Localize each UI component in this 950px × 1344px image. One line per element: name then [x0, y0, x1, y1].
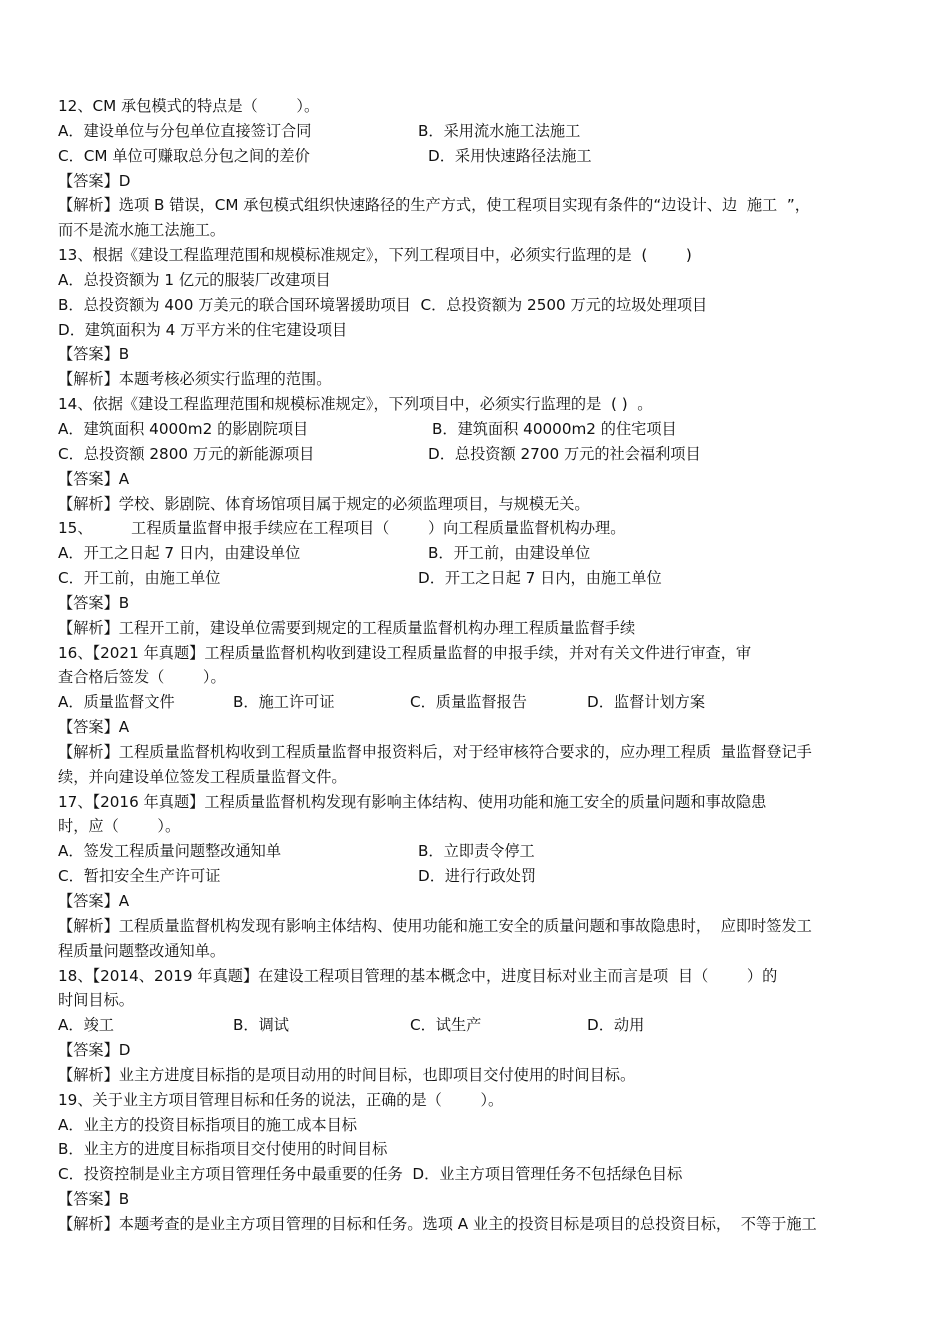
text-line: [0, 765, 950, 790]
line-text: 【解析】学校、影剧院、体育场馆项目属于规定的必须监理项目，与规模无关。: [58, 494, 590, 513]
text-line: [0, 516, 950, 541]
line-text: 12、CM 承包模式的特点是（ ）。: [58, 97, 320, 115]
line-text: 时，应（ ）。: [58, 817, 181, 836]
line-text: D．建筑面积为 4 万平方米的住宅建设项目: [58, 320, 348, 339]
line-text: 而不是流水施工法施工。: [58, 221, 226, 240]
option-text: C．开工前，由施工单位: [58, 569, 221, 588]
line-text: 19、关于业主方项目管理目标和任务的说法，正确的是（ ）。: [58, 1090, 504, 1109]
text-line: [0, 467, 950, 492]
option-text: A．开工之日起 7 日内，由建设单位: [58, 544, 301, 563]
text-line: [0, 839, 950, 864]
text-line: [0, 566, 950, 591]
line-text: 13、根据《建设工程监理范围和规模标准规定》，下列工程项目中，必须实行监理的是 ( ): [58, 246, 692, 265]
option-text: C．CM 单位可赚取总分包之间的差价: [58, 146, 310, 165]
line-text: 【答案】B: [58, 593, 130, 612]
text-line: [0, 1063, 950, 1088]
line-text: 查合格后签发（ ）。: [58, 668, 226, 687]
line-text: 【答案】D: [58, 171, 131, 190]
line-text: 【解析】本题考查的是业主方项目管理的目标和任务。选项 A 业主的投资目标是项目的总投资目标， 不等于施工: [58, 1214, 817, 1233]
option-text: B．施工许可证: [233, 693, 335, 712]
line-text: 【答案】A: [58, 892, 130, 910]
option-text: B．采用流水施工法施工: [418, 121, 581, 140]
option-text: C．质量监督报告: [410, 693, 527, 712]
line-text: 【解析】选项 B 错误，CM 承包模式组织快速路径的生产方式，使工程项目实现有条件的“边设计、边 施工 ”，: [58, 196, 810, 215]
text-line: [0, 1162, 950, 1187]
option-text: D．动用: [587, 1016, 645, 1035]
text-line: [0, 367, 950, 392]
option-text: B．开工前，由建设单位: [428, 544, 591, 563]
text-line: [0, 119, 950, 144]
text-line: [0, 1013, 950, 1038]
line-text: 时间目标。: [58, 991, 134, 1010]
line-text: 14、依据《建设工程监理范围和规模标准规定》，下列项目中，必须实行监理的是 ( ) 。: [58, 395, 653, 414]
line-text: 15、 工程质量监督申报手续应在工程项目（ ）向工程质量监督机构办理。: [58, 519, 626, 538]
line-text: 18、【2014、2019 年真题】在建设工程项目管理的基本概念中，进度目标对业主而言是项 目（ ）的: [58, 966, 778, 985]
text-line: [0, 442, 950, 467]
text-line: [0, 1212, 950, 1237]
option-text: D．进行行政处罚: [418, 867, 537, 886]
line-text: C．投资控制是业主方项目管理任务中最重要的任务 D．业主方项目管理任务不包括绿色目标: [58, 1165, 683, 1184]
line-text: 【答案】A: [58, 718, 130, 737]
text-line: [0, 193, 950, 218]
text-line: [0, 665, 950, 690]
line-text: 17、【2016 年真题】工程质量监督机构发现有影响主体结构、使用功能和施工安全的质量问题和事故隐患: [58, 792, 767, 811]
text-line: [0, 1038, 950, 1063]
option-text: A．竣工: [58, 1016, 114, 1035]
option-text: C．总投资额 2800 万元的新能源项目: [58, 444, 315, 463]
text-line: [0, 889, 950, 914]
option-text: C．试生产: [410, 1016, 482, 1035]
option-text: C．暂扣安全生产许可证: [58, 867, 221, 886]
line-text: A．业主方的投资目标指项目的施工成本目标: [58, 1115, 357, 1134]
option-text: B．调试: [233, 1016, 289, 1035]
option-text: D．开工之日起 7 日内，由施工单位: [418, 569, 662, 588]
text-line: [0, 342, 950, 367]
text-line: [0, 1113, 950, 1138]
line-text: 【解析】本题考核必须实行监理的范围。: [58, 370, 332, 389]
text-line: [0, 1137, 950, 1162]
text-line: [0, 740, 950, 765]
option-text: D．采用快速路径法施工: [428, 146, 592, 165]
text-line: [0, 591, 950, 616]
text-line: [0, 94, 950, 119]
text-line: [0, 144, 950, 169]
text-line: [0, 417, 950, 442]
line-text: 【答案】B: [58, 345, 130, 364]
text-line: [0, 616, 950, 641]
line-text: B．总投资额为 400 万美元的联合国环境署援助项目 C．总投资额为 2500 万元的垃圾处理项目: [58, 295, 708, 314]
text-line: [0, 964, 950, 989]
option-text: A．建筑面积 4000m2 的影剧院项目: [58, 419, 309, 438]
document-body: [0, 94, 950, 1237]
option-text: A．签发工程质量问题整改通知单: [58, 842, 282, 861]
line-text: A．总投资额为 1 亿元的服装厂改建项目: [58, 270, 331, 289]
option-text: D．总投资额 2700 万元的社会福利项目: [428, 444, 701, 463]
line-text: 【解析】业主方进度目标指的是项目动用的时间目标，也即项目交付使用的时间目标。: [58, 1065, 636, 1084]
option-text: A．建设单位与分包单位直接签订合同: [58, 121, 312, 140]
text-line: [0, 318, 950, 343]
text-line: [0, 715, 950, 740]
text-line: [0, 690, 950, 715]
text-line: [0, 864, 950, 889]
text-line: [0, 243, 950, 268]
line-text: 【答案】D: [58, 1041, 131, 1060]
text-line: [0, 268, 950, 293]
text-line: [0, 392, 950, 417]
text-line: [0, 1187, 950, 1212]
option-text: B．立即责令停工: [418, 842, 535, 861]
text-line: [0, 218, 950, 243]
text-line: [0, 790, 950, 815]
text-line: [0, 492, 950, 517]
text-line: [0, 814, 950, 839]
option-text: B．建筑面积 40000m2 的住宅项目: [432, 419, 677, 438]
text-line: [0, 169, 950, 194]
text-line: [0, 988, 950, 1013]
text-line: [0, 641, 950, 666]
line-text: 续，并向建设单位签发工程质量监督文件。: [58, 767, 347, 786]
line-text: 【解析】工程质量监督机构发现有影响主体结构、使用功能和施工安全的质量问题和事故隐患时， 应即时签发工: [58, 916, 812, 935]
option-text: D．监督计划方案: [587, 693, 706, 712]
option-text: A．质量监督文件: [58, 693, 175, 712]
text-line: [0, 939, 950, 964]
line-text: 【解析】工程开工前，建设单位需要到规定的工程质量监督机构办理工程质量监督手续: [58, 618, 636, 637]
text-line: [0, 914, 950, 939]
line-text: 【答案】B: [58, 1190, 130, 1209]
text-line: [0, 293, 950, 318]
line-text: 【解析】工程质量监督机构收到工程质量监督申报资料后，对于经审核符合要求的，应办理工程质 量监督登记手: [58, 742, 812, 761]
line-text: 16、【2021 年真题】工程质量监督机构收到建设工程质量监督的申报手续，并对有关文件进行审查，审: [58, 643, 752, 662]
text-line: [0, 541, 950, 566]
line-text: 【答案】A: [58, 469, 130, 488]
line-text: B．业主方的进度目标指项目交付使用的时间目标: [58, 1140, 388, 1159]
text-line: [0, 1088, 950, 1113]
line-text: 程质量问题整改通知单。: [58, 941, 226, 960]
